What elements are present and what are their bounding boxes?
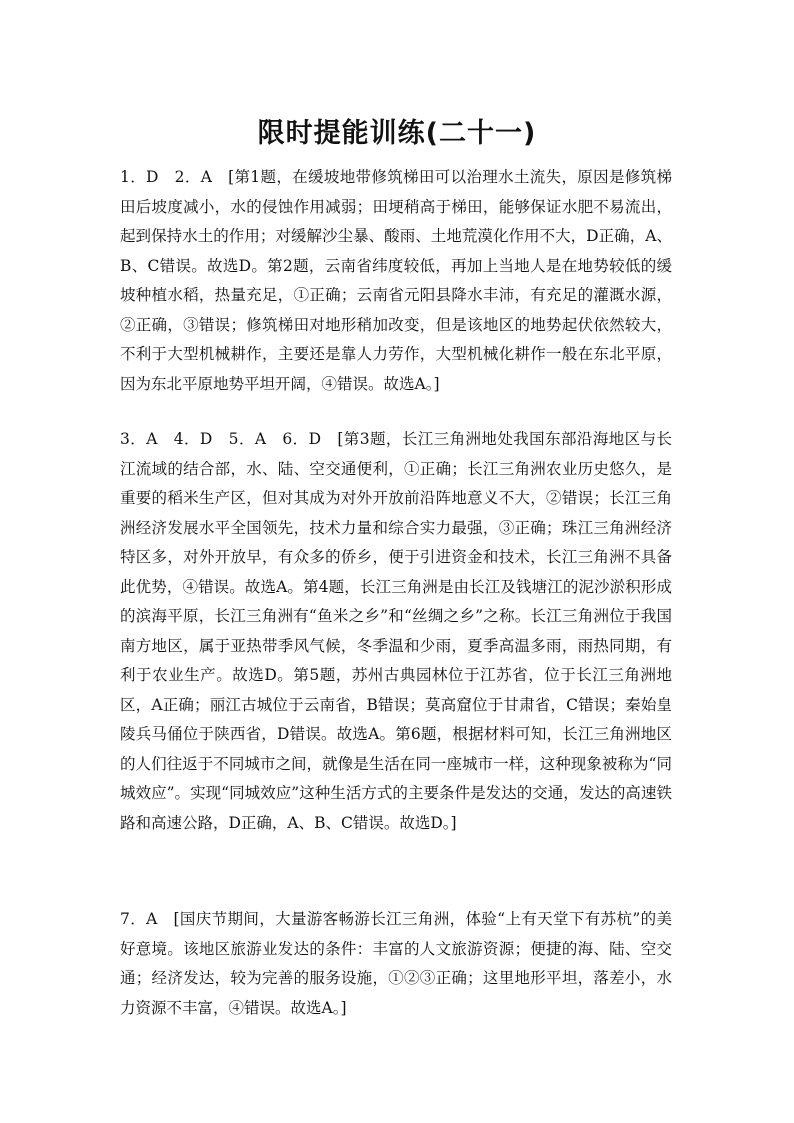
answer-block-q1-q2: 1．D 2．A [第1题，在缓坡地带修筑梯田可以治理水土流失，原因是修筑梯田后坡度减小，水的侵蚀作用减弱；田埂稍高于梯田，能够保证水肥不易流出，起到保持水土的作用；对缓解沙尘暴、酸雨、土地荒漠化作用不大，D正确，A、B、C错误。故选D。第2题，云南省纬度较低，再加上当地人是在地势较低的缓坡种植水稻，热量充足，①正确；云南省元阳县降水丰沛，有充足的灌溉水源，②正确，③错误；修筑梯田对地形稍加改变，但是该地区的地势起伏依然较大，不利于大型机械耕作，主要还是靠人力劳作，大型机械化耕作一般在东北平原，因为东北平原地势平坦开阔，④错误。故选A。] [120, 168, 672, 393]
answer-block-q7: 7．A [国庆节期间，大量游客畅游长江三角洲，体验“上有天堂下有苏杭”的美好意境。该地区旅游业发达的条件：丰富的人文旅游资源；便捷的海、陆、空交通；经济发达，较为完善的服务设施，①②③正确；这里地形平坦，落差小，水力资源不丰富，④错误。故选A。] [120, 910, 672, 1017]
page-title: 限时提能训练(二十一) [257, 118, 537, 150]
answer-block-q3-q6: 3．A 4．D 5．A 6．D [第3题，长江三角洲地处我国东部沿海地区与长江流域的结合部，水、陆、空交通便利，①正确；长江三角洲农业历史悠久，是重要的稻米生产区，但对其成为对外开放前沿阵地意义不大，②错误；长江三角洲经济发展水平全国领先，技术力量和综合实力最强，③正确；珠江三角洲经济特区多，对外开放早，有众多的侨乡，便于引进资金和技术，长江三角洲不具备此优势，④错误。故选A。第4题，长江三角洲是由长江及钱塘江的泥沙淤积形成的滨海平原，长江三角洲有“鱼米之乡”和“丝绸之乡”之称。长江三角洲位于我国南方地区，属于亚热带季风气候，冬季温和少雨，夏季高温多雨，雨热同期，有利于农业生产。故选D。第5题，苏州古典园林位于江苏省，位于长江三角洲地区，A正确；丽江古城位于云南省，B错误；莫高窟位于甘肃省，C错误；秦始皇陵兵马俑位于陕西省，D错误。故选A。第6题，根据材料可知，长江三角洲地区的人们往返于不同城市之间，就像是生活在同一座城市一样，这种现象被称为“同城效应”。实现“同城效应”这种生活方式的主要条件是发达的交通，发达的高速铁路和高速公路，D正确，A、B、C错误。故选D。] [120, 430, 672, 832]
